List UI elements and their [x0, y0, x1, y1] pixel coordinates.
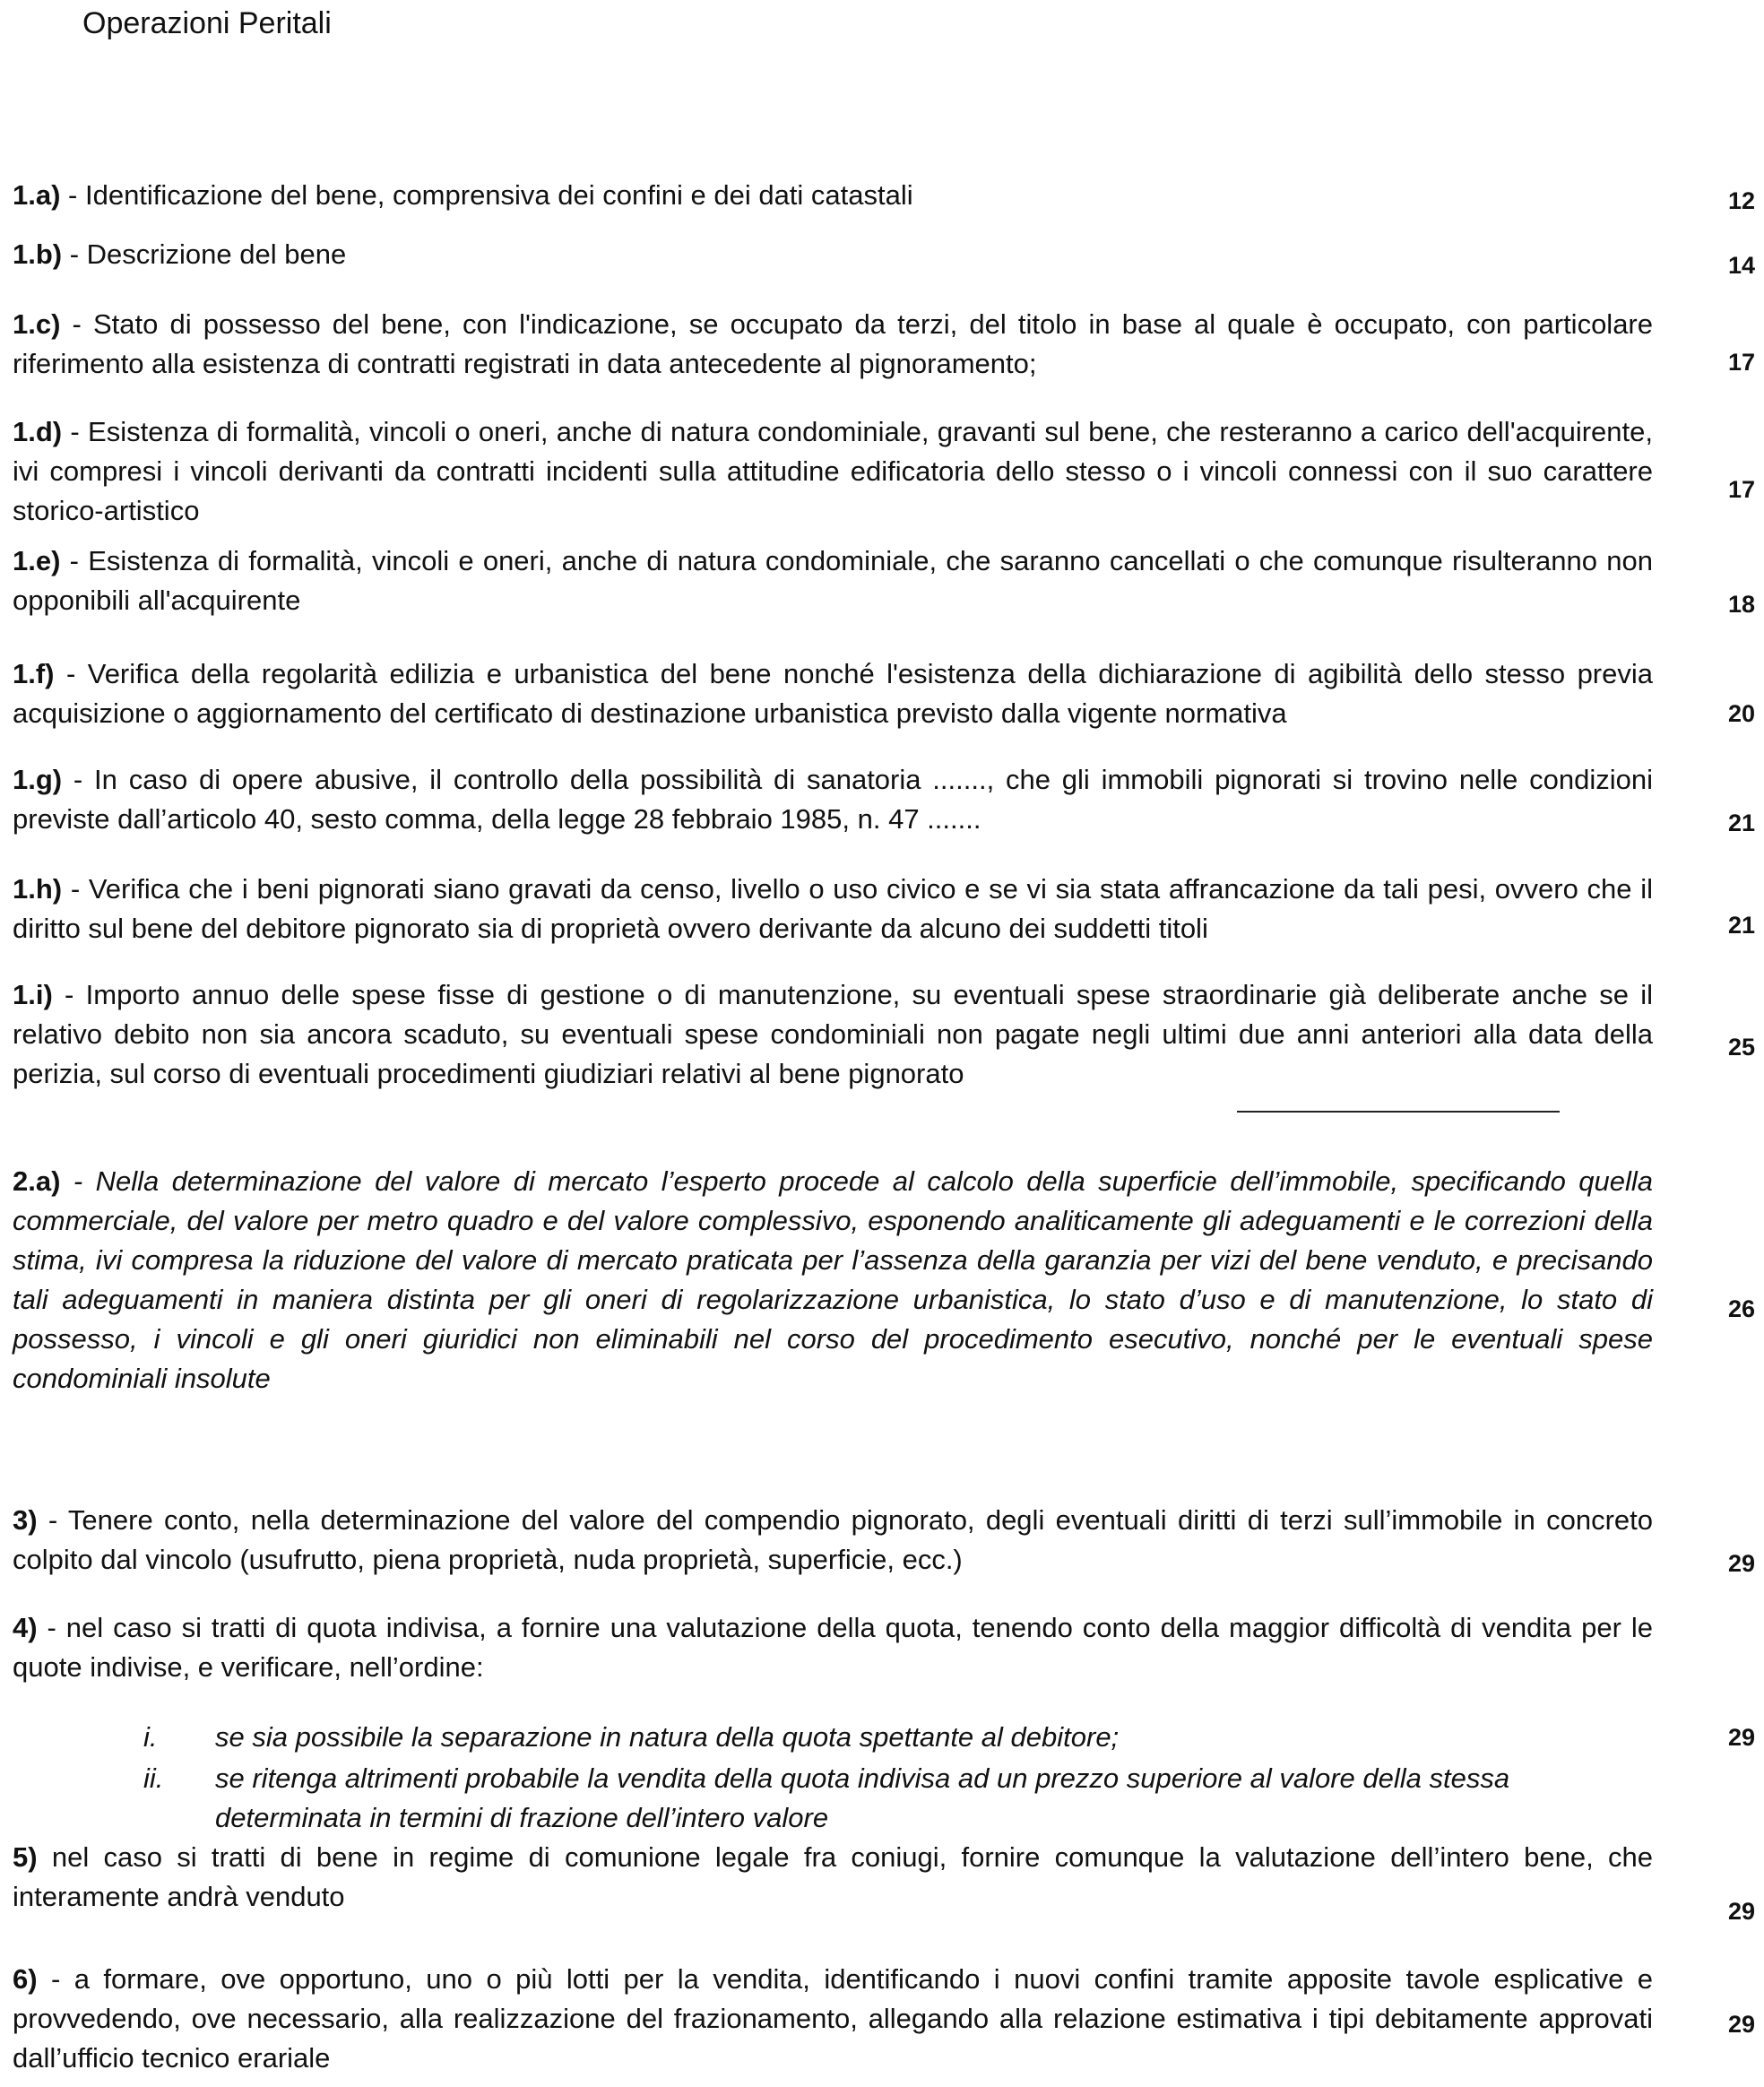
entry-tag: 1.i): [13, 979, 53, 1010]
entry-tag: 6): [13, 1963, 38, 1995]
toc-entry-1g: [13, 760, 1653, 839]
page-number: 21: [1727, 912, 1755, 939]
entry-tag: 1.h): [13, 873, 63, 905]
subitem-text: se ritenga altrimenti probabile la vendita della quota indivisa ad un prezzo superiore al valore della stessa determinata in termini di frazione dell’intero valore: [215, 1762, 1510, 1833]
entry-tag: 1.g): [13, 764, 63, 795]
subitem-number: i.: [143, 1721, 158, 1753]
toc-entry-1f: [13, 654, 1653, 733]
entry-text: - Identificazione del bene, comprensiva dei confini e dei dati catastali: [60, 179, 913, 211]
subitem-i: [143, 1718, 1551, 1757]
entry-tag: 1.f): [13, 658, 55, 689]
toc-entry-1i: [13, 975, 1653, 1094]
page-number: 14: [1727, 252, 1755, 279]
toc-entry-1c: [13, 305, 1653, 384]
entry-text: - Esistenza di formalità, vincoli o oneri, anche di natura condominiale, gravanti sul bene, che resteranno a carico dell'acquirente, ivi compresi i vincoli derivanti da contratti incidenti sulla attitudine edificatoria dello stesso o i vincoli connessi con il suo carattere storico-artistico: [13, 416, 1653, 526]
subitem-text: se sia possibile la separazione in natura della quota spettante al debitore;: [215, 1721, 1120, 1753]
toc-entry-1d: [13, 412, 1653, 531]
entry-text: - Nella determinazione del valore di mercato l’esperto procede al calcolo della superficie dell’immobile, specificando quella commerciale, del valore per metro quadro e del valore complessivo, esponendo analiticamente gli adeguamenti e le correzioni della stima, ivi compresa la riduzione del valore di mercato praticata per l’assenza della garanzia per vizi del bene venduto, e precisando tali adeguamenti in maniera distinta per gli oneri di regolarizzazione urbanistica, lo stato d’uso e di manutenzione, lo stato di possesso, i vincoli e gli oneri giuridici non eliminabili nel corso del procedimento esecutivo, nonché per le eventuali spese condominiali insolute: [13, 1165, 1653, 1394]
toc-entry-1e: [13, 541, 1653, 620]
entry-tag: 4): [13, 1612, 38, 1643]
toc-entry-1a: [13, 176, 1653, 215]
toc-entry-1b: [13, 235, 1653, 274]
page-number: 17: [1727, 349, 1755, 376]
entry-text: - Stato di possesso del bene, con l'indicazione, se occupato da terzi, del titolo in base al quale è occupato, con particolare riferimento alla esistenza di contratti registrati in data antecedente al pignoramento;: [13, 308, 1653, 379]
toc-entry-4: [13, 1608, 1653, 1687]
page-number: 18: [1727, 591, 1755, 618]
entry-tag: 1.d): [13, 416, 63, 447]
page-number: 29: [1727, 1898, 1755, 1925]
page-number: 20: [1727, 700, 1755, 727]
page-number: 21: [1727, 810, 1755, 836]
toc-entry-1h: [13, 870, 1653, 948]
page-number: 29: [1727, 1724, 1755, 1751]
entry-text: - Importo annuo delle spese fisse di gestione o di manutenzione, su eventuali spese straordinarie già deliberate anche se il relativo debito non sia ancora scaduto, su eventuali spese condominiali non pagate negli ultimi due anni anteriori alla data della perizia, sul corso di eventuali procedimenti giudiziari relativi al bene pignorato: [13, 979, 1653, 1089]
toc-entry-6: [13, 1960, 1653, 2078]
page-number: 12: [1727, 187, 1755, 214]
entry-text: - In caso di opere abusive, il controllo della possibilità di sanatoria ......., che gli immobili pignorati si trovino nelle condizioni previste dall’articolo 40, sesto comma, della legge 28 febbraio 1985, n. 47 .......: [13, 764, 1653, 835]
toc-entry-5: [13, 1838, 1653, 1917]
page-number: 25: [1727, 1034, 1755, 1061]
entry-tag: 3): [13, 1504, 38, 1536]
page-header: Operazioni Peritali: [82, 6, 332, 40]
underline-rule: [1237, 1111, 1560, 1113]
entry-text: - nel caso si tratti di quota indivisa, a fornire una valutazione della quota, tenendo conto della maggior difficoltà di vendita per le quote indivise, e verificare, nell’ordine:: [13, 1612, 1653, 1683]
subitem-ii: [143, 1759, 1551, 1838]
entry-tag: 1.b): [13, 238, 63, 270]
entry-text: - Esistenza di formalità, vincoli e oneri, anche di natura condominiale, che saranno cancellati o che comunque risulteranno non opponibili all'acquirente: [13, 545, 1653, 616]
entry-text: - Verifica che i beni pignorati siano gravati da censo, livello o uso civico e se vi sia stata affrancazione da tali pesi, ovvero che il diritto sul bene del debitore pignorato sia di proprietà ovvero derivante da alcuno dei suddetti titoli: [13, 873, 1653, 944]
entry-tag: 5): [13, 1841, 38, 1873]
page-number: 29: [1727, 2011, 1755, 2038]
subitem-number: ii.: [143, 1762, 164, 1794]
toc-entry-3: [13, 1501, 1653, 1580]
page-number: 26: [1727, 1295, 1755, 1322]
page-number: 29: [1727, 1550, 1755, 1577]
entry-tag: 1.a): [13, 179, 61, 211]
toc-entry-2a: [13, 1162, 1653, 1399]
entry-tag: 1.e): [13, 545, 61, 576]
entry-tag: 1.c): [13, 308, 61, 340]
entry-tag: 2.a): [13, 1165, 61, 1197]
entry-text: - a formare, ove opportuno, uno o più lotti per la vendita, identificando i nuovi confini tramite apposite tavole esplicative e provvedendo, ove necessario, alla realizzazione del frazionamento, allegando alla relazione estimativa i tipi debitamente approvati dall’ufficio tecnico erariale: [13, 1963, 1653, 2074]
entry-text: nel caso si tratti di bene in regime di comunione legale fra coniugi, fornire comunque la valutazione dell’intero bene, che interamente andrà venduto: [13, 1841, 1653, 1912]
page-number: 17: [1727, 476, 1755, 503]
entry-text: - Verifica della regolarità edilizia e urbanistica del bene nonché l'esistenza della dichiarazione di agibilità dello stesso previa acquisizione o aggiornamento del certificato di destinazione urbanistica previsto dalla vigente normativa: [13, 658, 1653, 729]
entry-text: - Tenere conto, nella determinazione del valore del compendio pignorato, degli eventuali diritti di terzi sull’immobile in concreto colpito dal vincolo (usufrutto, piena proprietà, nuda proprietà, superficie, ecc.): [13, 1504, 1653, 1575]
entry-text: - Descrizione del bene: [62, 238, 347, 270]
